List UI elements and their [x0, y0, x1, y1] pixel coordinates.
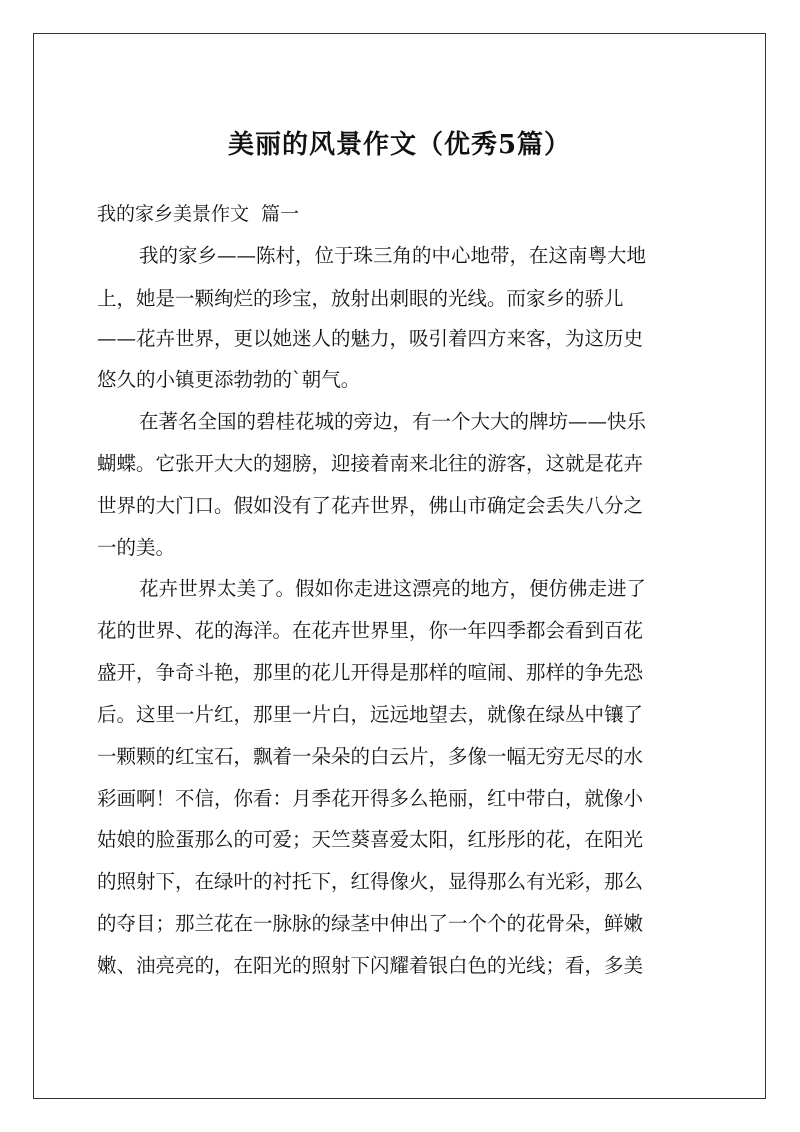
body-line: 一的美。 [97, 536, 176, 559]
body-line: ——花卉世界，更以她迷人的魅力，吸引着四方来客，为这历史 [97, 327, 644, 350]
body-line: 在著名全国的碧桂花城的旁边，有一个大大的牌坊——快乐 [139, 410, 647, 433]
body-line: 我的家乡——陈村，位于珠三角的中心地带，在这南粤大地 [139, 244, 647, 267]
body-line: 的照射下，在绿叶的衬托下，红得像火，显得那么有光彩，那么 [97, 870, 644, 893]
body-line: 嫩、油亮亮的，在阳光的照射下闪耀着银白色的光线；看，多美 [97, 954, 644, 977]
body-line: 姑娘的脸蛋那么的可爱；天竺葵喜爱太阳，红彤彤的花，在阳光 [97, 828, 644, 851]
body-line: 花卉世界太美了。假如你走进这漂亮的地方，便仿佛走进了 [139, 577, 647, 600]
body-line: 蝴蝶。它张开大大的翅膀，迎接着南来北往的游客，这就是花卉 [97, 452, 644, 475]
body-line: 盛开，争奇斗艳，那里的花儿开得是那样的喧闹、那样的争先恐 [97, 661, 644, 684]
body-line: 的夺目；那兰花在一脉脉的绿茎中伸出了一个个的花骨朵，鲜嫩 [97, 912, 644, 935]
body-line: 悠久的小镇更添勃勃的`朝气。 [97, 368, 361, 391]
body-line: 花的世界、花的海洋。在花卉世界里，你一年四季都会看到百花 [97, 619, 644, 642]
body-line: 一颗颗的红宝石，飘着一朵朵的白云片，多像一幅无穷无尽的水 [97, 745, 644, 768]
body-line: 上，她是一颗绚烂的珍宝，放射出刺眼的光线。而家乡的骄儿 [97, 287, 624, 310]
section-heading: 我的家乡美景作文 篇一 [97, 203, 300, 225]
page-border [33, 33, 766, 1099]
body-line: 彩画啊！不信，你看：月季花开得多么艳丽，红中带白，就像小 [97, 787, 644, 810]
body-line: 后。这里一片红，那里一片白，远远地望去，就像在绿丛中镶了 [97, 703, 644, 726]
body-line: 世界的大门口。假如没有了花卉世界，佛山市确定会丢失八分之 [97, 494, 644, 517]
document-title: 美丽的风景作文（优秀5篇） [227, 130, 572, 160]
